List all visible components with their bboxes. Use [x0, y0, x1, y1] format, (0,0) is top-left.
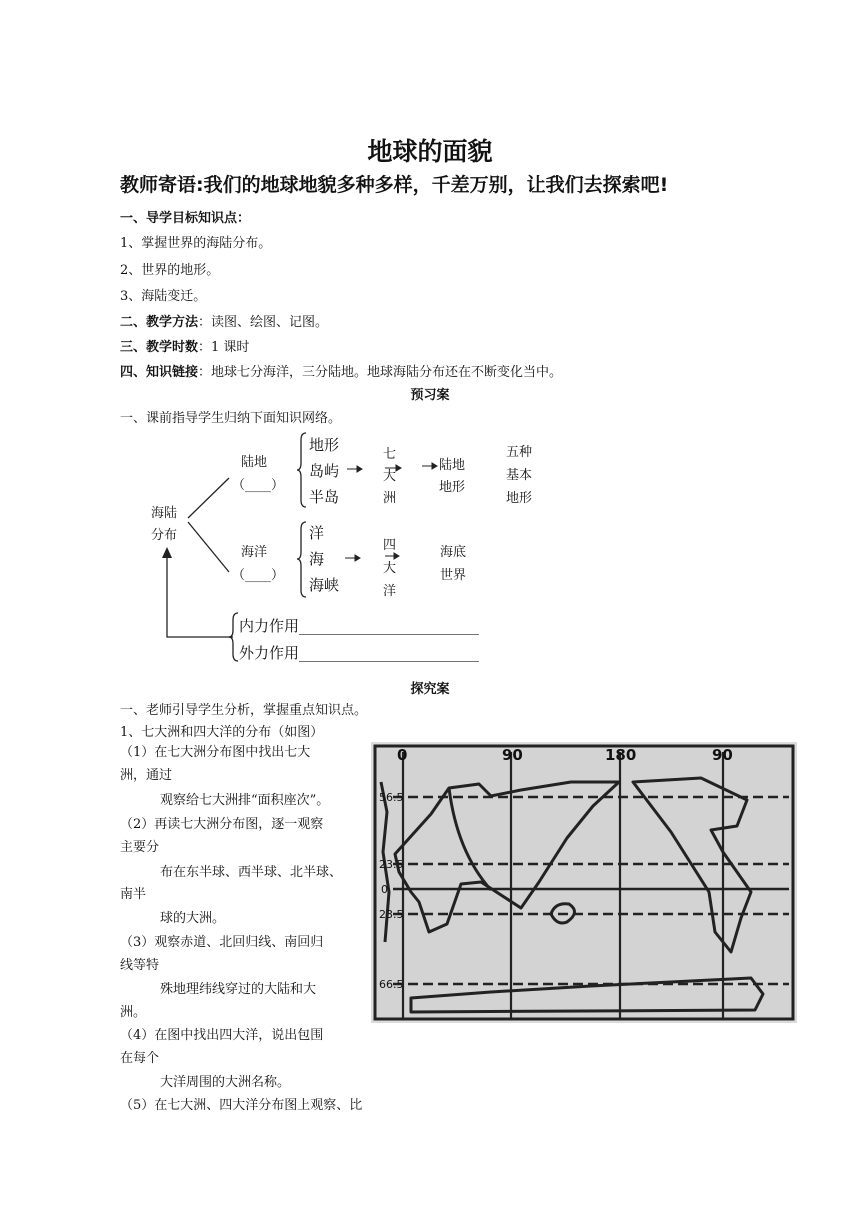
lat-label: 23.5 — [379, 908, 404, 921]
sea-next-3: 洋 — [383, 584, 397, 599]
explore-intro: 一、老师引导学生分析，掌握重点知识点。 — [120, 703, 368, 718]
root-line-1: 海陆 — [151, 506, 178, 521]
section-1-heading: 一、导学目标知识点： — [120, 211, 251, 226]
question-line: 洲，通过 — [120, 768, 173, 783]
question-line: （3）观察赤道、北回归线、南回归 — [120, 935, 324, 950]
land-then-1: 陆地 — [439, 458, 466, 473]
land-next-3: 洲 — [383, 491, 397, 506]
question-line: （5）在七大洲、四大洋分布图上观察、比 — [120, 1098, 363, 1113]
teaching-hours: 三、教学时数：1 课时 — [120, 340, 250, 355]
question-line: 洲。 — [120, 1005, 147, 1020]
lon-label: 0 — [397, 746, 408, 764]
sea-item-1: 洋 — [309, 524, 325, 542]
lon-label: 90 — [712, 746, 733, 764]
preview-heading: 预习案 — [410, 388, 450, 403]
lat-label: 56.5 — [379, 791, 404, 804]
continents-sketch-map — [371, 742, 797, 1023]
page-title: 地球的面貌 — [367, 137, 493, 166]
question-line: （1）在七大洲分布图中找出七大 — [120, 745, 311, 760]
root-line-2: 分布 — [151, 528, 178, 543]
land-blank: （____） — [232, 478, 285, 493]
land-last-1: 五种 — [506, 445, 533, 460]
sea-item-3: 海峡 — [309, 576, 340, 594]
question-line: 大洋周围的大洲名称。 — [160, 1075, 291, 1090]
objective-3: 3、海陆变迁。 — [120, 289, 207, 304]
preview-intro: 一、课前指导学生归纳下面知识网络。 — [120, 411, 342, 426]
land-next-1: 七 — [383, 447, 397, 462]
sea-next-1: 四 — [383, 538, 397, 553]
sea-then-1: 海底 — [440, 545, 467, 560]
land-label: 陆地 — [241, 455, 268, 470]
land-last-2: 基本 — [506, 468, 533, 483]
land-last-3: 地形 — [506, 491, 533, 506]
question-line: 球的大洲。 — [160, 911, 226, 926]
external-force-line: 外力作用________________________ — [239, 644, 480, 662]
question-line: 观察给七大洲排“面积座次”。 — [160, 793, 330, 808]
explore-heading: 探究案 — [410, 682, 450, 697]
sea-then-2: 世界 — [440, 568, 467, 583]
land-item-2: 岛屿 — [309, 462, 340, 480]
objective-2: 2、世界的地形。 — [120, 263, 220, 278]
lat-label: 0 — [381, 883, 388, 896]
land-item-1: 地形 — [309, 436, 340, 454]
objective-1: 1、掌握世界的海陆分布。 — [120, 236, 272, 251]
lon-label: 180 — [605, 746, 637, 764]
question-line: 布在东半球、西半球、北半球、 — [160, 865, 343, 880]
lat-label: 23.5 — [379, 858, 404, 871]
sea-label: 海洋 — [241, 545, 268, 560]
question-line: 主要分 — [120, 840, 160, 855]
teaching-method: 二、教学方法：读图、绘图、记图。 — [120, 315, 329, 330]
question-line: 殊地理纬线穿过的大陆和大 — [160, 982, 317, 997]
sea-next-2: 大 — [383, 561, 397, 576]
explore-topic: 1、七大洲和四大洋的分布（如图） — [120, 725, 324, 740]
lon-label: 90 — [502, 746, 523, 764]
land-item-3: 半岛 — [309, 488, 340, 506]
teacher-motto: 教师寄语:我们的地球地貌多种多样，千差万别，让我们去探索吧! — [120, 174, 669, 196]
sea-blank: （____） — [232, 568, 285, 583]
knowledge-link: 四、知识链接：地球七分海洋，三分陆地。地球海陆分布还在不断变化当中。 — [120, 365, 563, 380]
question-line: （4）在图中找出四大洋，说出包围 — [120, 1028, 324, 1043]
sea-item-2: 海 — [309, 550, 325, 568]
question-line: （2）再读七大洲分布图，逐一观察 — [120, 817, 324, 832]
question-line: 南半 — [120, 887, 147, 902]
land-then-2: 地形 — [439, 480, 466, 495]
lat-label: 66.5 — [379, 978, 404, 991]
internal-force-line: 内力作用________________________ — [239, 617, 480, 635]
question-line: 在每个 — [120, 1051, 160, 1066]
question-line: 线等特 — [120, 958, 160, 973]
land-next-2: 大 — [383, 469, 397, 484]
